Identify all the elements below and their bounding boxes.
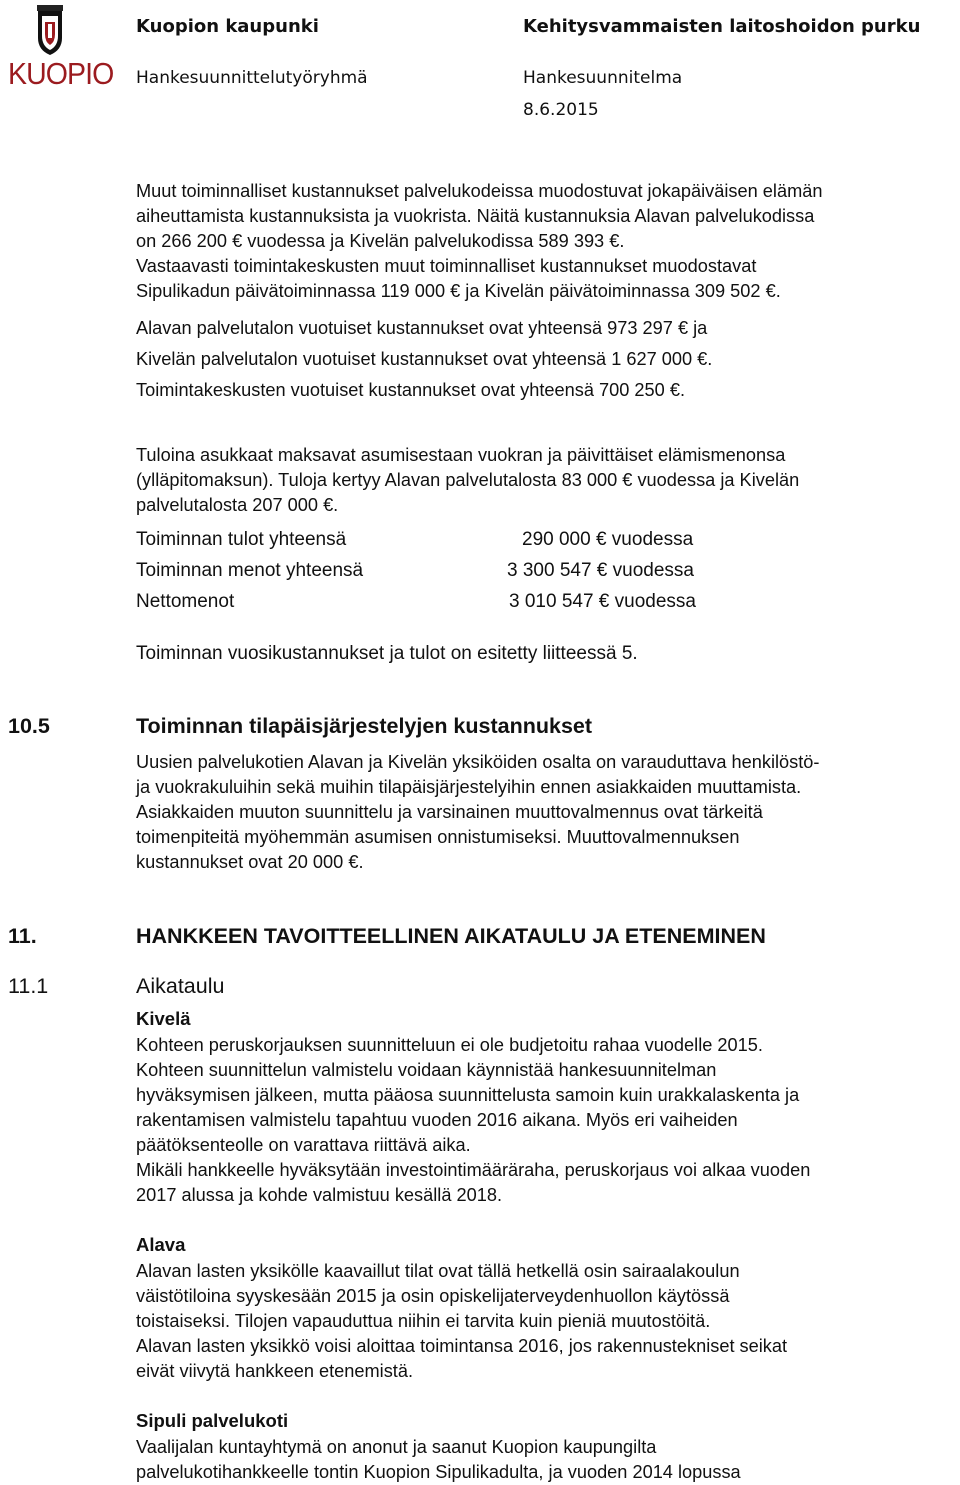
text-line: Tuloina asukkaat maksavat asumisestaan vuokran ja päivittäiset elämismenonsa (136, 445, 786, 465)
text-line: Alavan lasten yksikölle kaavaillut tilat ovat tällä hetkellä osin sairaalakoulun (136, 1261, 740, 1281)
text-line: Kivelän palvelutalon vuotuiset kustannukset ovat yhteensä 1 627 000 €. (136, 349, 713, 369)
text-line: rakentamisen valmistelu tapahtuu vuoden 2016 aikana. Myös eri vaiheiden (136, 1110, 738, 1130)
summary-label: Toiminnan tulot yhteensä (136, 529, 347, 550)
section-number: 11. (8, 924, 37, 948)
text-line: Alavan lasten yksikkö voisi aloittaa toimintansa 2016, jos rakennustekniset seikat (136, 1336, 788, 1356)
text-line: Sipulikadun päivätoiminnassa 119 000 € ja Kivelän päivätoiminnassa 309 502 €. (136, 281, 781, 301)
text-line: Kohteen peruskorjauksen suunnitteluun ei ole budjetoitu rahaa vuodelle 2015. (136, 1035, 763, 1055)
text-line: 2017 alussa ja kohde valmistuu kesällä 2018. (136, 1185, 503, 1205)
text-line: Toimintakeskusten vuotuiset kustannukset ovat yhteensä 700 250 €. (136, 380, 685, 400)
text-line: väistötiloina syyskesään 2015 ja osin opiskelijaterveydenhuollon käytössä (136, 1286, 730, 1306)
text-line: Uusien palvelukotien Alavan ja Kivelän yksiköiden osalta on varauduttava henkilöstö- (136, 752, 820, 772)
section-title: HANKKEEN TAVOITTEELLINEN AIKATAULU JA ETENEMINEN (136, 924, 766, 948)
text-line: eivät viivytä hankkeen etenemistä. (136, 1361, 414, 1381)
header-title: Kehitysvammaisten laitoshoidon purku (523, 16, 921, 37)
summary-value: 290 000 € vuodessa (522, 529, 694, 550)
text-line: Alavan palvelutalon vuotuiset kustannukset ovat yhteensä 973 297 € ja (136, 318, 708, 338)
subsection-title: Alava (136, 1234, 186, 1255)
header-org: Kuopion kaupunki (136, 16, 319, 37)
header-doc-type: Hankesuunnitelma (523, 68, 683, 88)
summary-label: Nettomenot (136, 591, 235, 612)
text-line: hyväksymisen jälkeen, mutta pääosa suunnittelusta samoin kuin urakkalaskenta ja (136, 1085, 800, 1105)
header-date: 8.6.2015 (523, 100, 599, 120)
section-number: 11.1 (8, 974, 49, 998)
text-line: Vastaavasti toimintakeskusten muut toiminnalliset kustannukset muodostavat (136, 256, 757, 276)
text-line: päätöksenteolle on varattava riittävä aika. (136, 1135, 471, 1155)
text-line: aiheuttamista kustannuksista ja vuokrista. Näitä kustannuksia Alavan palvelukodissa (136, 206, 815, 226)
text-line: palvelutalosta 207 000 €. (136, 495, 339, 515)
logo-text: KUOPIO (8, 56, 114, 91)
text-line: Kohteen suunnittelun valmistelu voidaan käynnistää hankesuunnitelman (136, 1060, 717, 1080)
subsection-title: Kivelä (136, 1008, 191, 1029)
subsection-title: Sipuli palvelukoti (136, 1410, 289, 1431)
section-number: 10.5 (8, 714, 50, 738)
text-line: on 266 200 € vuodessa ja Kivelän palvelukodissa 589 393 €. (136, 231, 625, 251)
text-line: Muut toiminnalliset kustannukset palvelukodeissa muodostuvat jokapäiväisen elämän (136, 181, 823, 201)
section-title: Toiminnan tilapäisjärjestelyjen kustannukset (136, 714, 593, 738)
text-line: palvelukotihankkeelle tontin Kuopion Sipulikadulta, ja vuoden 2014 lopussa (136, 1462, 741, 1482)
summary-value: 3 300 547 € vuodessa (507, 560, 694, 581)
text-line: Asiakkaiden muuton suunnittelu ja varsinainen muuttovalmennus ovat tärkeitä (136, 802, 763, 822)
text-line: Vaalijalan kuntayhtymä on anonut ja saanut Kuopion kaupungilta (136, 1437, 657, 1457)
header-group: Hankesuunnittelutyöryhmä (136, 68, 368, 88)
text-line: Mikäli hankkeelle hyväksytään investointimääräraha, peruskorjaus voi alkaa vuoden (136, 1160, 811, 1180)
summary-label: Toiminnan menot yhteensä (136, 560, 364, 581)
section-title: Aikataulu (136, 974, 225, 998)
text-line: (ylläpitomaksun). Tuloja kertyy Alavan palvelutalosta 83 000 € vuodessa ja Kivelän (136, 470, 800, 490)
text-line: toimenpiteitä myöhemmän asumisen onnistumiseksi. Muuttovalmennuksen (136, 827, 740, 847)
summary-value: 3 010 547 € vuodessa (509, 591, 696, 612)
text-line: ja vuokrakuluihin sekä muihin tilapäisjärjestelyihin ennen asiakkaiden muuttamista. (136, 777, 802, 797)
text-line: kustannukset ovat 20 000 €. (136, 852, 364, 872)
text-line: toistaiseksi. Tilojen vapauduttua niihin ei tarvita kuin pieniä muutostöitä. (136, 1311, 711, 1331)
appendix-note: Toiminnan vuosikustannukset ja tulot on esitetty liitteessä 5. (136, 643, 638, 664)
